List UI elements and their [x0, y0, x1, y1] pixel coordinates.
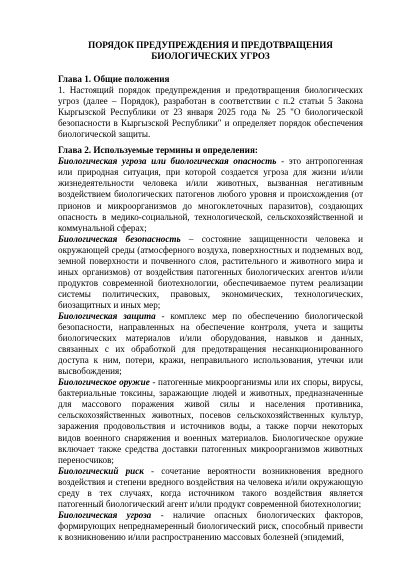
definition-biological-risk [58, 466, 363, 510]
definition-term: Биологическая угроза [58, 509, 152, 520]
chapter-1-paragraph: 1. Настоящий порядок предупреждения и предотвращения биологических угроз (далее – Порядок), разработан в соответствии с п.2 статьи 5 Закона Кыргызской Республики от 23 января 2025 года № 25 "О биологической безопасности в Кыргызской Республики" и определяет порядок обеспечения биологической защиты. [58, 85, 363, 140]
chapter-2 [58, 145, 363, 543]
definition-biological-threat-or-hazard [58, 156, 363, 233]
definition-text: - патогенные микроорганизмы или их споры, вирусы, бактериальные токсины, заражающие людей и животных, предназначенные для массового поражения живой силы и населения противника, сельскохозяйственных животных, посевов сельскохозяйственных культур, заражения продовольствия и источников воды, а также порчи некоторых видов военного снаряжения и военных материалов. Биологическое оружие включает также средства доставки патогенных микроорганизмов животных переносчиков; [58, 377, 363, 465]
document-title-line-2: БИОЛОГИЧЕСКИХ УГРОЗ [151, 51, 270, 61]
chapter-2-heading: Глава 2. Используемые термины и определения: [58, 145, 258, 156]
definition-term: Биологическое оружие [58, 377, 150, 388]
definition-text: - комплекс мер по обеспечению биологической безопасности, направленных на обеспечение контроля, учета и защиты биологических материалов и/или оборудования, навыков и данных, связанных с их обработкой для предотвращения несанкционированного доступа к ним, потери, кражи, неправильного использования, утечки или высвобождения; [58, 310, 363, 377]
definition-term: Биологическая защита [58, 310, 156, 321]
definition-term: Биологическая безопасность [58, 233, 181, 244]
definition-term: Биологическая угроза или биологическая опасность [58, 156, 277, 167]
document-title-line-1: ПОРЯДОК ПРЕДУПРЕЖДЕНИЯ И ПРЕДОТВРАЩЕНИЯ [88, 40, 333, 50]
document-title [58, 40, 363, 62]
definition-text: - наличие опасных биологических факторов, формирующих непреднамеренный биологический риск, способный привести к возникновению и/или распространению массовых болезней (эпидемий, [58, 509, 363, 542]
definition-term: Биологический риск [58, 465, 144, 476]
definition-biological-protection [58, 311, 363, 377]
definition-text: - это антропогенная или природная ситуация, при которой создается угроза для жизни и/или жизнедеятельности человека и/или животных, вызванная негативным воздействием биологических патогенов любого уровня и происхождения (от прионов и микроорганизмов до многоклеточных паразитов), создающих опасность в медико-социальной, технологической, сельскохозяйственной и коммунальной сферах; [58, 156, 363, 233]
definition-biological-weapon [58, 377, 363, 465]
chapter-1-heading: Глава 1. Общие положения [58, 74, 170, 84]
definition-text: - сочетание вероятности возникновения вредного воздействия и степени вредного воздействия на человека и/или окружающую среду в тех случаях, когда источником такого воздействия является патогенный биологический агент и/или продукт современной биотехнологии; [58, 465, 363, 509]
chapter-1 [58, 74, 363, 140]
definition-biological-safety [58, 234, 363, 311]
document-body [58, 40, 363, 548]
definition-biological-threat [58, 510, 363, 543]
definition-text: – состояние защищенности человека и окружающей среды (атмосферного воздуха, поверхностных и подземных вод, земной поверхности и почвенного слоя, растительного и животного мира и иных организмов) от воздействия патогенных биологических агентов и/или продуктов современной биотехнологии, обеспечиваемое путем реализации системы политических, правовых, экономических, технологических, биозащитных и иных мер; [58, 233, 363, 310]
